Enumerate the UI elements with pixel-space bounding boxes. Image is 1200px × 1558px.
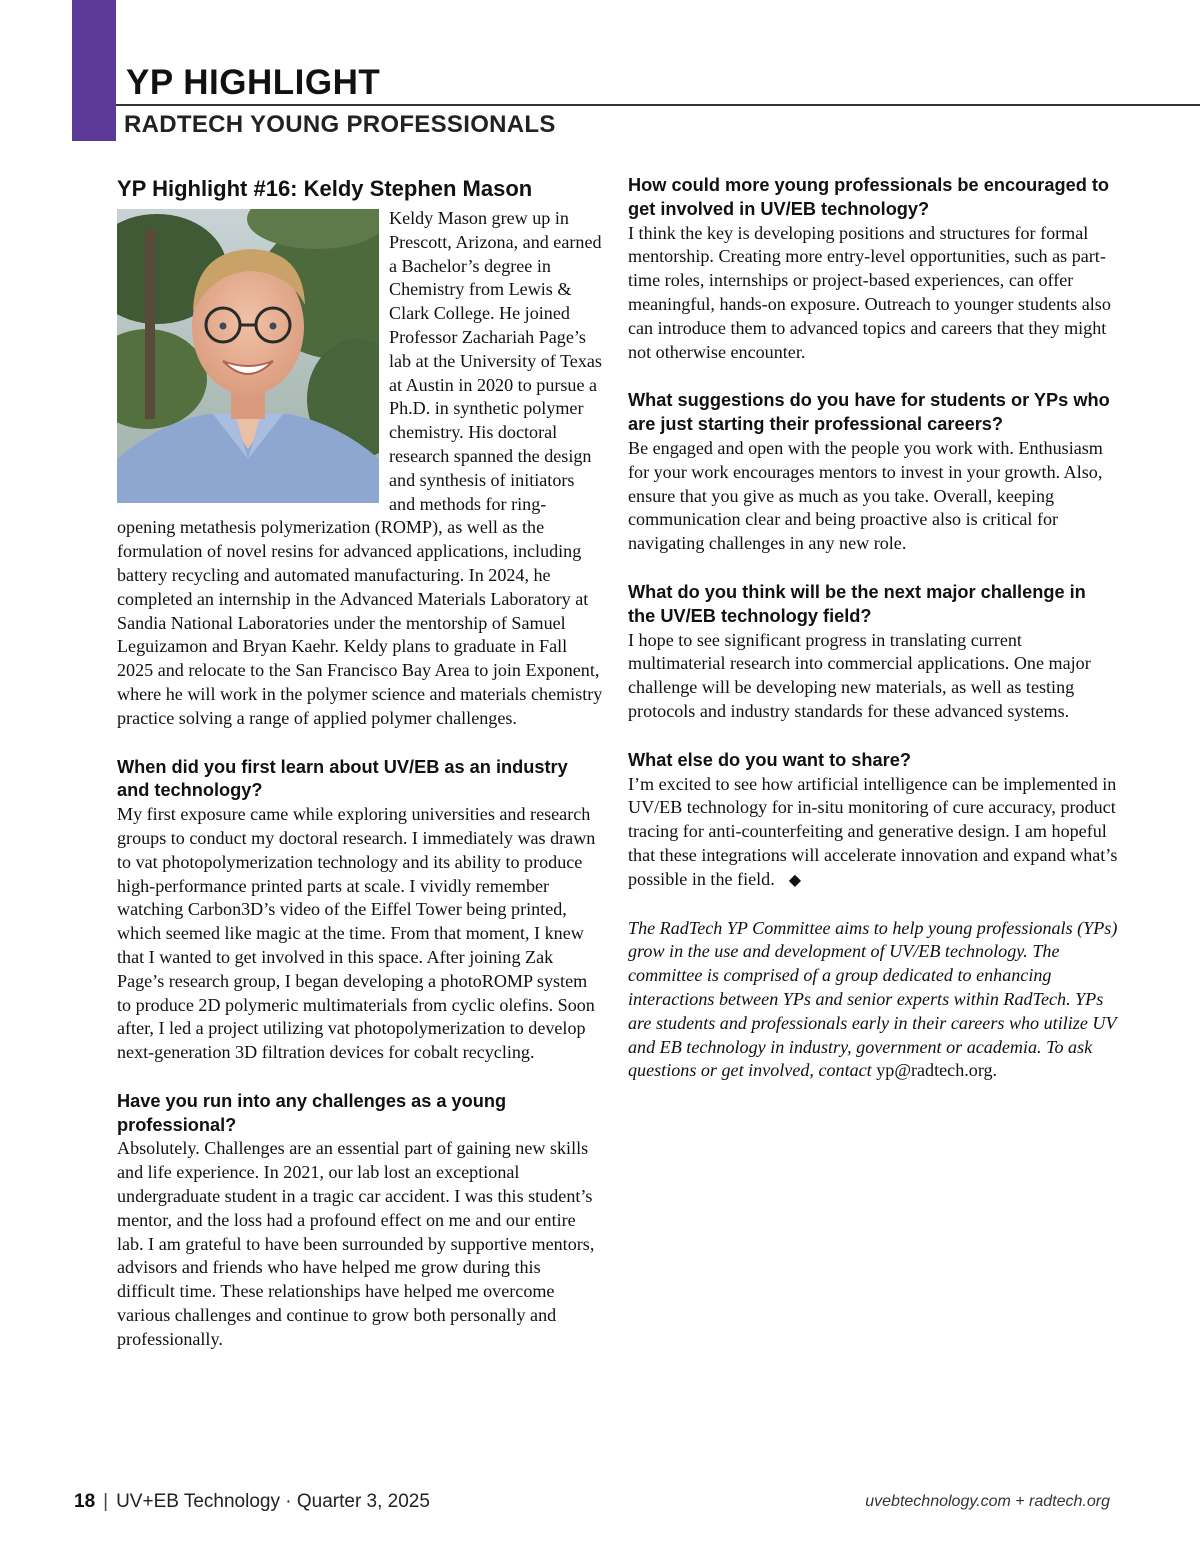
end-diamond-icon: ◆ — [788, 869, 802, 889]
article-title: YP Highlight #16: Keldy Stephen Mason — [117, 176, 533, 201]
committee-note — [628, 917, 1118, 1084]
question-suggestions: What suggestions do you have for students or YPs who are just starting their professional careers? — [628, 390, 1110, 435]
portrait-photo — [117, 209, 379, 503]
answer-encourage: I think the key is developing positions and structures for formal mentorship. Creating more entry-level opportunities, such as part-time roles, internships or project-based experiences, can offer meaningful, hands-on exposure. Outreach to younger students also can introduce them to advanced topics and careers that they might not otherwise encounter. — [628, 222, 1111, 362]
answer-else-share — [628, 773, 1118, 892]
footer-separator: | — [103, 1491, 109, 1512]
answer-challenges: Absolutely. Challenges are an essential part of gaining new skills and life experience. In 2021, our lab lost an exceptional undergraduate student in a tragic car accident. I was this student’s mentor, and the loss had a profound effect on me and our entire lab. I am grateful to have been surrounded by supportive mentors, advisors and friends who have helped me grow during this difficult time. These relationships have helped me overcome various challenges and continue to grow both personally and professionally. — [117, 1138, 595, 1349]
header-divider — [116, 104, 1200, 106]
right-column — [628, 174, 1118, 1083]
answer-else-share-text: I’m excited to see how artificial intelligence can be implemented in UV/EB technology for in-situ monitoring of cure accuracy, product tracing for anti-counterfeiting and generative design. I am hopeful that these integrations will accelerate innovation and expand what’s possible in the field. — [628, 773, 1118, 889]
question-challenges: Have you run into any challenges as a young professional? — [117, 1090, 507, 1135]
publication-name: UV+EB Technology · Quarter 3, 2025 — [116, 1491, 430, 1512]
question-first-learn: When did you first learn about UV/EB as an industry and technology? — [117, 756, 568, 801]
answer-next-challenge: I hope to see significant progress in translating current multimaterial research into commercial applications. One major challenge will be developing new materials, as well as testing protocols and industry standards for these advanced systems. — [628, 629, 1091, 721]
section-subtitle: RADTECH YOUNG PROFESSIONALS — [124, 111, 556, 138]
question-encourage: How could more young professionals be encouraged to get involved in UV/EB technology? — [628, 175, 1110, 219]
question-else-share: What else do you want to share? — [628, 749, 911, 770]
answer-first-learn: My first exposure came while exploring universities and research groups to conduct my doctoral research. I immediately was drawn to vat photopolymerization technology and its ability to produce high-performance printed parts at scale. I vividly remember watching Carbon3D’s video of the Eiffel Tower being printed, which seemed like magic at the time. From that moment, I knew that I wanted to get involved in this space. After joining Zak Page’s research group, I began developing a photoROMP system to produce 2D polymeric multimaterials from cyclic olefins. Soon after, I led a project utilizing vat photopolymerization to develop next-generation 3D filtration devices for cobalt recycling. — [117, 804, 596, 1063]
section-title: YP HIGHLIGHT — [126, 63, 381, 102]
page-number: 18 — [74, 1491, 96, 1512]
left-column — [117, 174, 603, 1352]
footer-left — [74, 1490, 430, 1514]
committee-note-text: The RadTech YP Committee aims to help young professionals (YPs) grow in the use and development of UV/EB technology. The committee is comprised of a group dedicated to enhancing interactions between YPs and senior experts within RadTech. YPs are students and professionals early in their careers who utilize UV and EB technology in industry, government or academia. To ask questions or get involved, contact — [628, 917, 1118, 1081]
intro-paragraph: Keldy Mason grew up in Prescott, Arizona, and earned a Bachelor’s degree in Chemistry from Lewis & Clark College. He joined Professor Zachariah Page’s lab at the University of Texas at Austin in 2020 to pursue a Ph.D. in synthetic polymer chemistry. His doctoral research spanned the design and synthesis of initiators and methods for ring-opening metathesis polymerization (ROMP), as well as the formulation of novel resins for advanced applications, including battery recycling and automated manufacturing. In 2024, he completed an internship in the Advanced Materials Laboratory at Sandia National Laboratories under the mentorship of Samuel Leguizamon and Bryan Kaehr. Keldy plans to graduate in Fall 2025 and relocate to the San Francisco Bay Area to join Exponent, where he will work in the polymer science and materials chemistry practice solving a range of applied polymer challenges. — [117, 208, 603, 728]
section-accent-bar — [72, 0, 116, 141]
contact-email-link[interactable]: yp@radtech.org. — [876, 1060, 998, 1081]
footer-websites[interactable]: uvebtechnology.com + radtech.org — [865, 1493, 1110, 1510]
answer-suggestions: Be engaged and open with the people you work with. Enthusiasm for your work encourages mentors to invest in your growth. Also, ensure that you give as much as you take. Overall, keeping communication clear and being proactive also is critical for navigating challenges in any new role. — [628, 437, 1103, 554]
question-next-challenge: What do you think will be the next major challenge in the UV/EB technology field? — [628, 581, 1086, 626]
